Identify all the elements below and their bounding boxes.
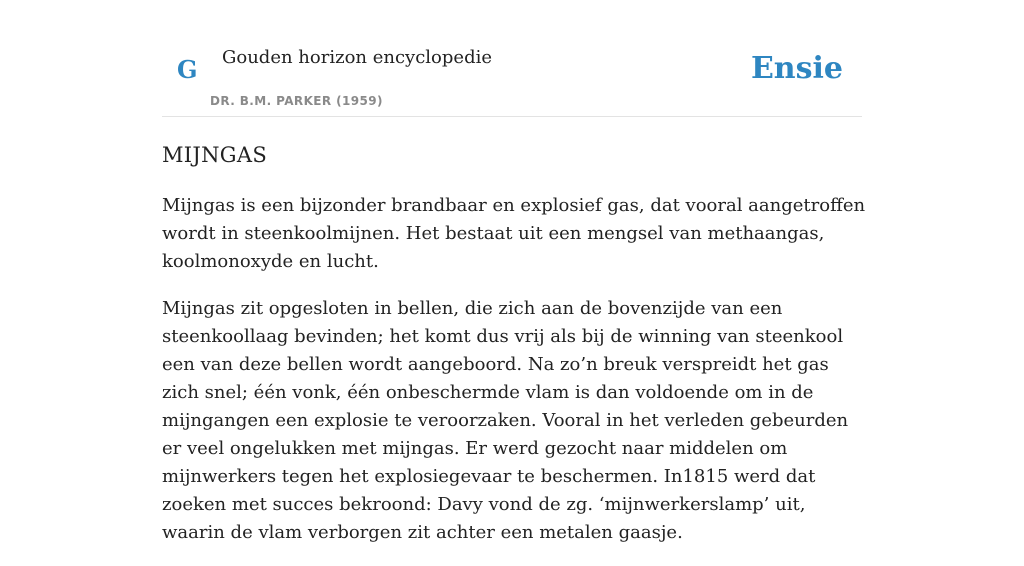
book-title-link[interactable]: Gouden horizon encyclopedie <box>222 47 492 68</box>
header <box>162 0 862 117</box>
author-credit: DR. B.M. PARKER (1959) <box>210 94 383 108</box>
entry-body <box>162 192 867 566</box>
paragraph: Mijngas zit opgesloten in bellen, die zich aan de bovenzijde van een steenkoollaag bevinden; het komt dus vrij als bij de winning van steenkool een van deze bellen wordt aangeboord. Na zo’n breuk verspreidt het gas zich snel; één vonk, één onbeschermde vlam is dan voldoende om in de mijngangen een explosie te veroorzaken. Vooral in het verleden gebeurden er veel ongelukken met mijngas. Er werd gezocht naar middelen om mijnwerkers tegen het explosiegevaar te beschermen. In1815 werd dat zoeken met succes bekroond: Davy vond de zg. ‘mijnwerkerslamp’ uit, waarin de vlam verborgen zit achter een metalen gaasje. <box>162 298 849 543</box>
book-logo[interactable]: G <box>177 55 198 84</box>
paragraph: Mijngas is een bijzonder brandbaar en explosief gas, dat vooral aangetroffen wordt in steenkoolmijnen. Het bestaat uit een mengsel van methaangas, koolmonoxyde en lucht. <box>162 195 866 272</box>
ensie-logo-link[interactable]: Ensie <box>750 51 843 86</box>
entry-title: MIJNGAS <box>162 143 268 167</box>
